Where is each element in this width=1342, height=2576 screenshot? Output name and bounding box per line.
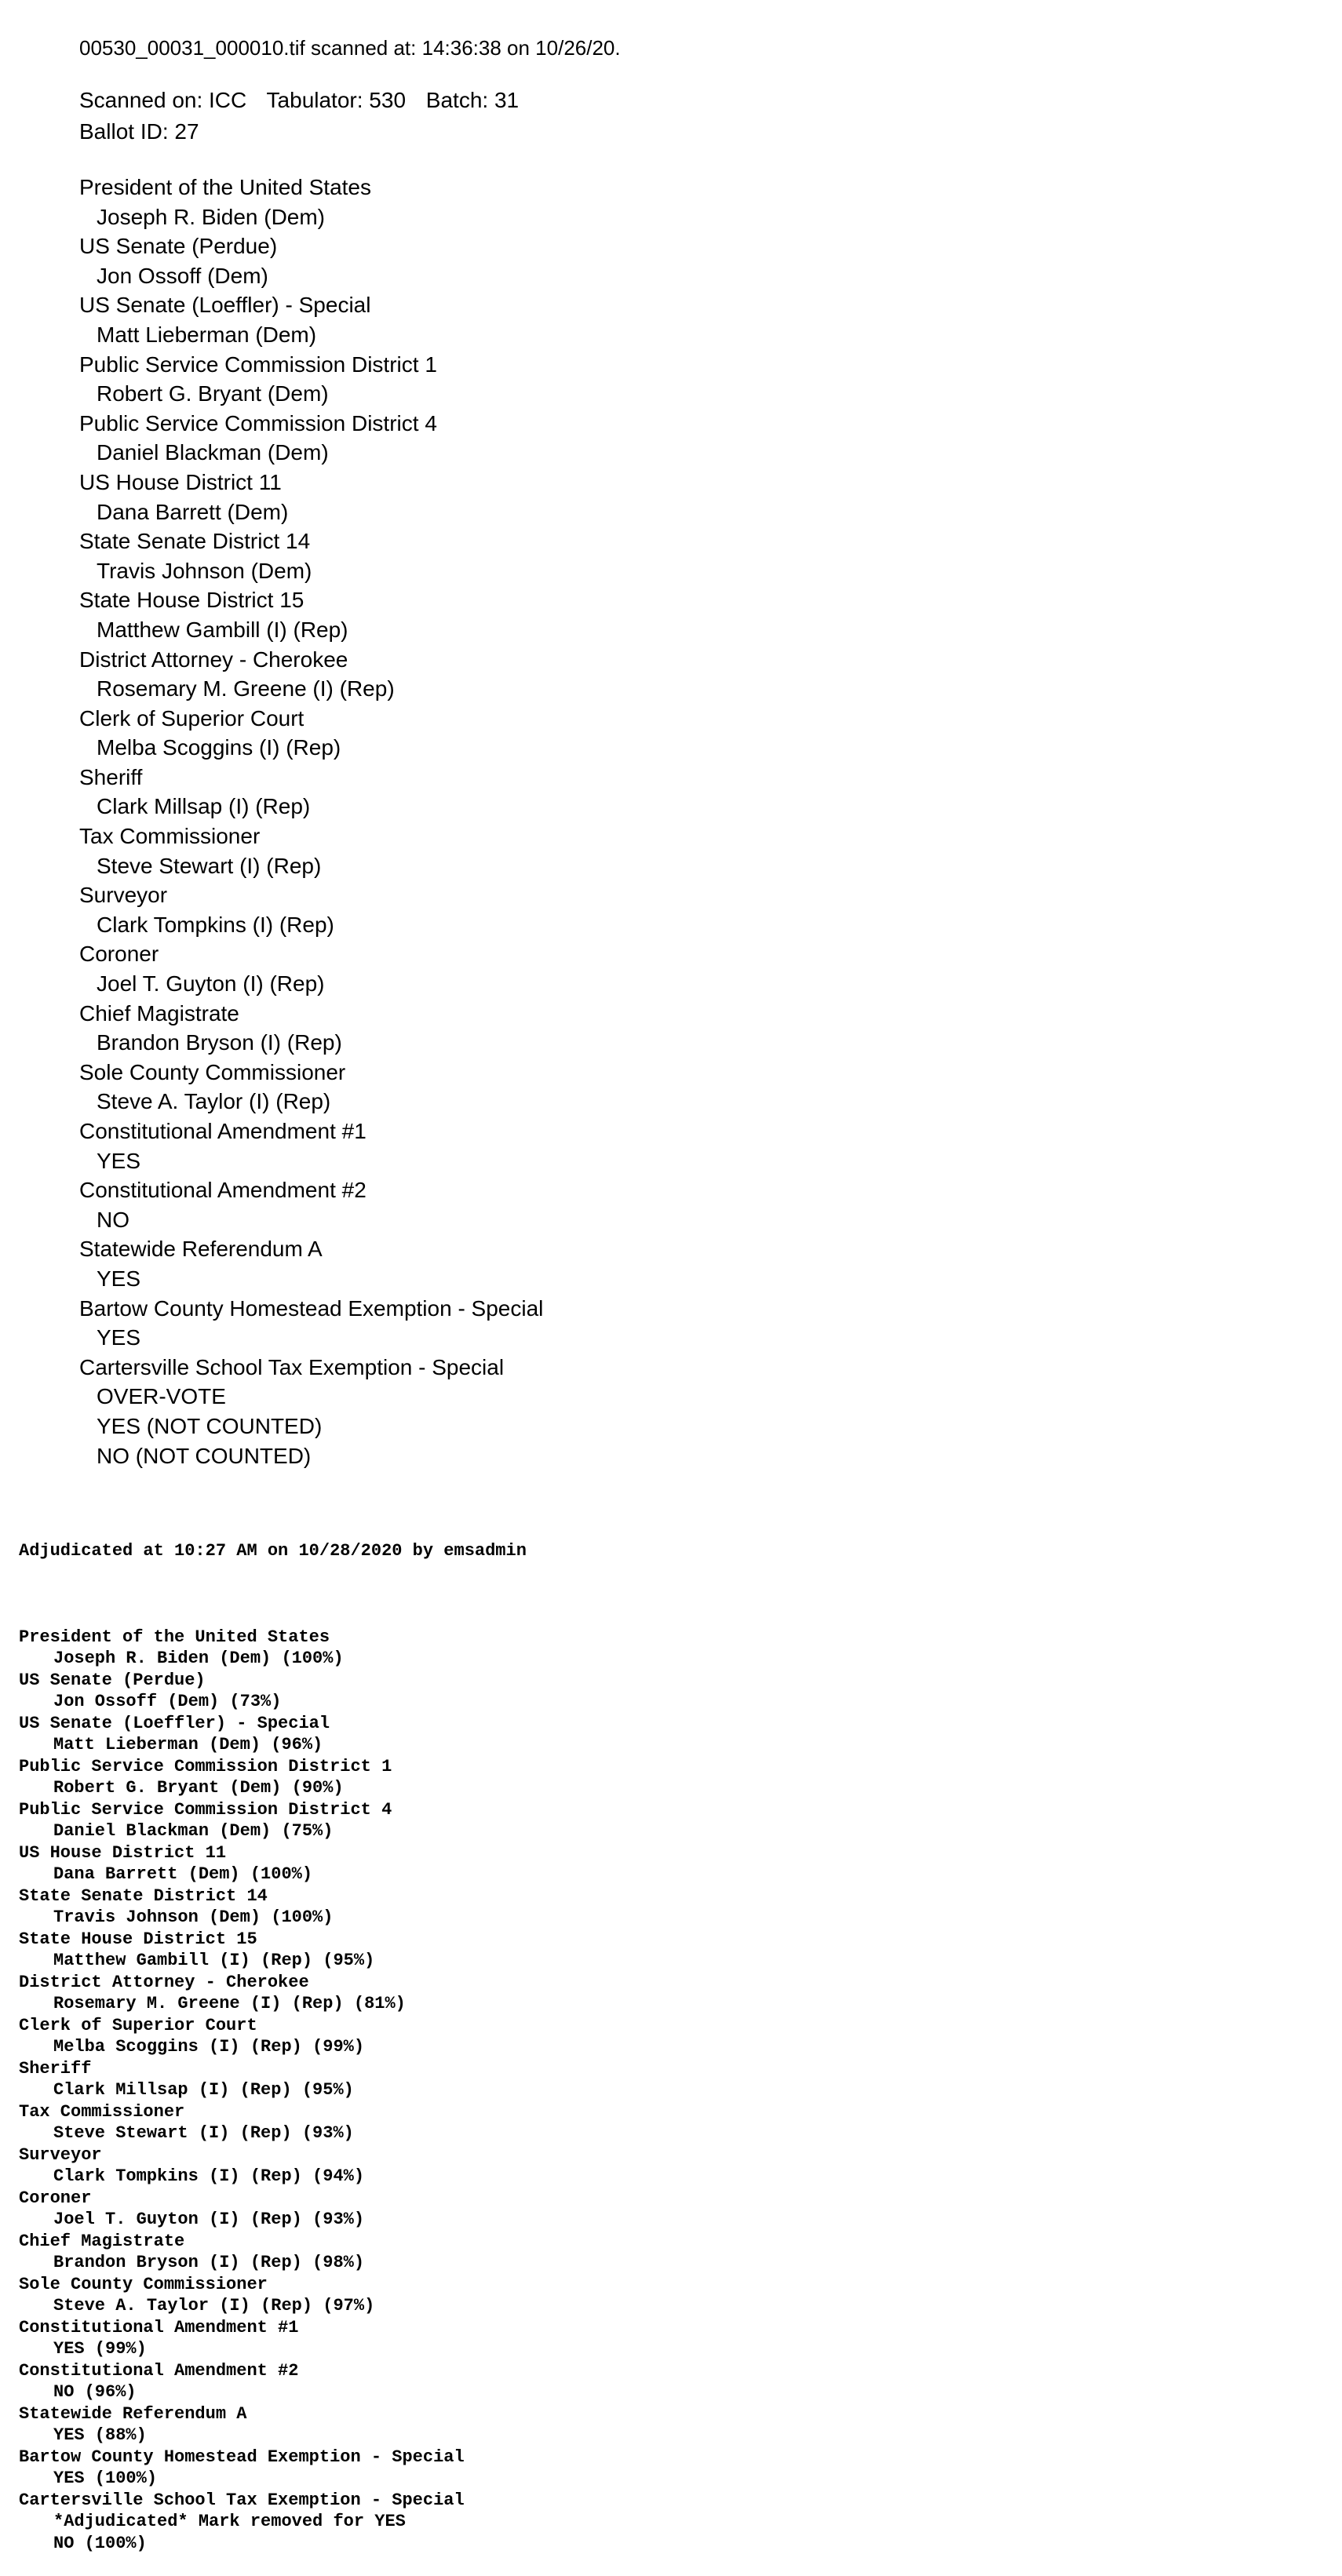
contest-title: Surveyor	[79, 883, 168, 908]
contest-title: Sole County Commissioner	[79, 1059, 346, 1084]
adjudication-header: Adjudicated at 10:27 AM on 10/28/2020 by emsadmin	[19, 1541, 527, 1561]
contest-title: Constitutional Amendment #1	[79, 1119, 366, 1143]
contest-choice: NO (NOT COUNTED)	[97, 1443, 312, 1468]
contest-choice: Joel T. Guyton (I) (Rep)	[97, 971, 325, 997]
contest-title: Public Service Commission District 4	[79, 410, 437, 435]
tabulator-label: Tabulator:	[266, 88, 363, 112]
contest-title: District Attorney - Cherokee	[79, 647, 348, 672]
contest-title: Cartersville School Tax Exemption - Special	[79, 1354, 505, 1379]
contest-choice: YES (88%)	[53, 2425, 147, 2445]
contest-title: Sheriff	[19, 2058, 92, 2079]
contest-title: State House District 15	[19, 1929, 257, 1949]
contest-choice: Dana Barrett (Dem)	[97, 499, 289, 524]
contest-choice: Daniel Blackman (Dem) (75%)	[53, 1821, 334, 1841]
contest-choice: Robert G. Bryant (Dem) (90%)	[53, 1778, 344, 1798]
contest-choice: NO (96%)	[53, 2382, 137, 2402]
contest-choice: YES (100%)	[53, 2469, 158, 2488]
contest-choice: Brandon Bryson (I) (Rep) (98%)	[53, 2253, 365, 2272]
batch-value: 31	[494, 88, 520, 112]
contest-choice: NO	[97, 1207, 129, 1232]
contest-title: US Senate (Perdue)	[19, 1670, 206, 1690]
scan-info-line	[79, 85, 519, 116]
ballot-id-value: 27	[174, 119, 199, 144]
contest-choice: Travis Johnson (Dem)	[97, 558, 312, 583]
contest-choice: *Adjudicated* Mark removed for YES	[53, 2512, 406, 2531]
scanned-votes-list	[79, 173, 543, 1470]
contest-choice: Melba Scoggins (I) (Rep) (99%)	[53, 2037, 365, 2057]
contest-choice: Clark Millsap (I) (Rep)	[97, 794, 311, 819]
contest-choice: Jon Ossoff (Dem)	[97, 263, 268, 288]
contest-title: State House District 15	[79, 588, 305, 613]
contest-title: Cartersville School Tax Exemption - Special	[19, 2490, 465, 2510]
contest-title: US Senate (Loeffler) - Special	[19, 1713, 330, 1733]
scan-info	[79, 85, 519, 148]
adjudication-section	[19, 1497, 527, 2576]
contest-choice: YES (99%)	[53, 2339, 147, 2359]
contest-choice: Melba Scoggins (I) (Rep)	[97, 735, 341, 760]
contest-title: Sheriff	[79, 764, 143, 789]
contest-choice: Steve A. Taylor (I) (Rep)	[97, 1089, 331, 1114]
contest-title: State Senate District 14	[19, 1886, 268, 1906]
contest-choice: Clark Millsap (I) (Rep) (95%)	[53, 2080, 354, 2100]
contest-choice: Dana Barrett (Dem) (100%)	[53, 1864, 313, 1884]
contest-choice: Matt Lieberman (Dem)	[97, 322, 317, 347]
scanned-on-value: ICC	[209, 88, 247, 112]
contest-choice: Steve A. Taylor (I) (Rep) (97%)	[53, 2296, 375, 2315]
contest-choice: Robert G. Bryant (Dem)	[97, 381, 329, 406]
contest-choice: Matthew Gambill (I) (Rep) (95%)	[53, 1951, 375, 1970]
contest-title: Chief Magistrate	[79, 1000, 239, 1026]
contest-choice: Joseph R. Biden (Dem) (100%)	[53, 1649, 344, 1668]
contest-title: US Senate (Perdue)	[79, 234, 278, 259]
contest-title: Coroner	[79, 942, 159, 967]
contest-choice: Clark Tompkins (I) (Rep) (94%)	[53, 2166, 365, 2186]
contest-title: Statewide Referendum A	[79, 1237, 323, 1262]
contest-choice: Daniel Blackman (Dem)	[97, 440, 329, 465]
contest-choice: YES (NOT COUNTED)	[97, 1413, 323, 1438]
contest-choice: Steve Stewart (I) (Rep)	[97, 853, 322, 878]
tabulator-value: 530	[369, 88, 407, 112]
contest-choice: YES	[97, 1266, 141, 1291]
contest-title: Chief Magistrate	[19, 2231, 185, 2251]
ballot-id-label: Ballot ID:	[79, 119, 169, 144]
contest-title: Statewide Referendum A	[19, 2403, 247, 2424]
contest-choice: Rosemary M. Greene (I) (Rep) (81%)	[53, 1994, 406, 2013]
contest-title: Surveyor	[19, 2144, 102, 2165]
contest-choice: Joel T. Guyton (I) (Rep) (93%)	[53, 2210, 365, 2229]
contest-title: Constitutional Amendment #2	[79, 1178, 366, 1203]
contest-title: President of the United States	[19, 1627, 330, 1647]
contest-title: Clerk of Superior Court	[19, 2015, 257, 2035]
contest-choice: YES	[97, 1325, 141, 1350]
contest-title: US House District 11	[79, 469, 282, 494]
adjudicated-votes-list	[19, 1627, 527, 2555]
contest-title: Tax Commissioner	[19, 2101, 185, 2122]
contest-choice: Joseph R. Biden (Dem)	[97, 204, 326, 229]
contest-title: Bartow County Homestead Exemption - Special	[19, 2447, 465, 2467]
contest-title: Public Service Commission District 1	[79, 352, 437, 377]
ballot-id-line	[79, 116, 519, 148]
contest-choice: YES	[97, 1148, 141, 1173]
scanned-on-label: Scanned on:	[79, 88, 203, 112]
contest-title: Constitutional Amendment #1	[19, 2317, 299, 2337]
contest-title: US Senate (Loeffler) - Special	[79, 293, 371, 318]
contest-choice: Matthew Gambill (I) (Rep)	[97, 617, 348, 642]
contest-choice: NO (100%)	[53, 2533, 147, 2553]
contest-title: US House District 11	[19, 1842, 227, 1863]
contest-choice: Matt Lieberman (Dem) (96%)	[53, 1735, 323, 1754]
contest-title: Clerk of Superior Court	[79, 705, 305, 731]
contest-title: State Senate District 14	[79, 529, 311, 554]
contest-choice: Rosemary M. Greene (I) (Rep)	[97, 676, 395, 701]
contest-choice: OVER-VOTE	[97, 1384, 226, 1409]
contest-choice: Jon Ossoff (Dem) (73%)	[53, 1692, 282, 1711]
batch-label: Batch:	[425, 88, 489, 112]
contest-title: Coroner	[19, 2188, 92, 2208]
contest-title: Constitutional Amendment #2	[19, 2360, 299, 2381]
contest-choice: Travis Johnson (Dem) (100%)	[53, 1907, 334, 1927]
contest-choice: Clark Tompkins (I) (Rep)	[97, 912, 334, 937]
contest-title: Public Service Commission District 4	[19, 1799, 392, 1820]
contest-title: District Attorney - Cherokee	[19, 1972, 309, 1992]
contest-choice: Brandon Bryson (I) (Rep)	[97, 1030, 342, 1055]
scan-file-line: 00530_00031_000010.tif scanned at: 14:36:38 on 10/26/20.	[79, 36, 621, 60]
contest-title: Public Service Commission District 1	[19, 1756, 392, 1776]
contest-choice: Steve Stewart (I) (Rep) (93%)	[53, 2123, 354, 2143]
contest-title: Bartow County Homestead Exemption - Special	[79, 1295, 544, 1321]
contest-title: Sole County Commissioner	[19, 2274, 268, 2294]
contest-title: Tax Commissioner	[79, 824, 261, 849]
contest-title: President of the United States	[79, 175, 371, 199]
